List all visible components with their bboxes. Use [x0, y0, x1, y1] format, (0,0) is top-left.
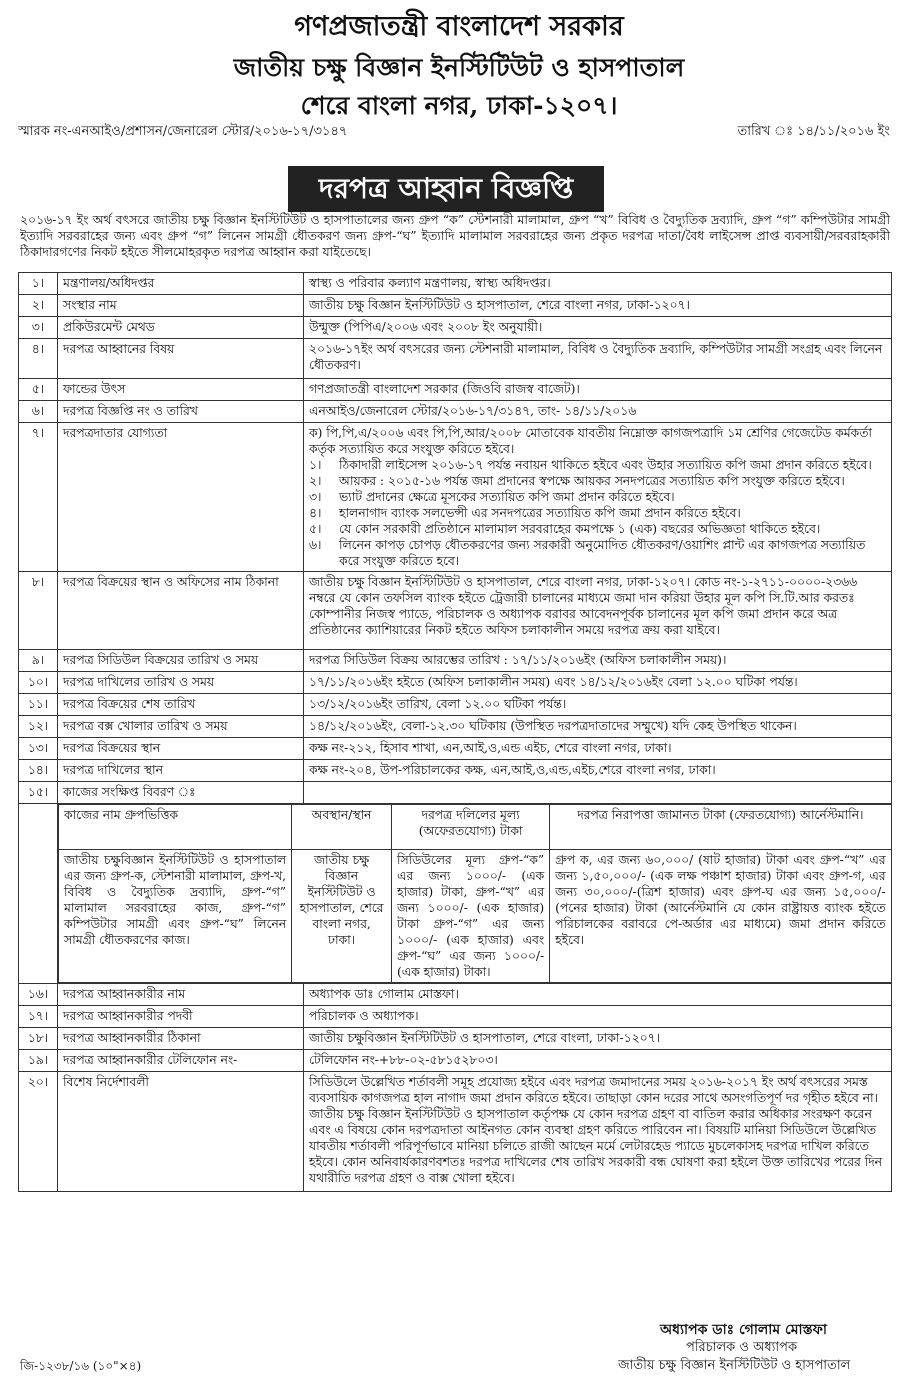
qualification-item — [309, 489, 886, 505]
row-number: ১৪। — [19, 760, 58, 782]
table-row — [19, 1072, 892, 1192]
subtable-header-row — [59, 805, 892, 850]
qualification-item — [309, 457, 886, 473]
row-label: ফান্ডের উৎস — [58, 379, 304, 401]
table-row — [19, 672, 892, 694]
row-value: সিডিউলে উল্লেখিত শর্তাবলী সমূহ প্রযোজ্য হইবে এবং দরপত্র জমাদানের সময় ২০১৬-২০১৭ ইং অর্থ বৎসরের সমস্ত ব্যবসায়িক কাগজপত্র হাল নাগাদ জমা প্রদান করিতে হইবে। তাছাড়া কোন দরের সাথে অসংগতিপূর্ণ দর গৃহীত হইবে না। জাতীয় চক্ষু বিজ্ঞান ইনস্টিটিউট ও হাসপাতাল কর্তৃপক্ষ যে কোন দরপত্র গ্রহণ বা বাতিল করার অধিকার সংরক্ষণ করেন এবং এ বিষয়ে কোন দরপত্রদাতা আইনগত কোন ব্যবস্থা গ্রহণ করিতে পারিবেন না। বিষয়টি মানিয়া সিডিউলে উল্লেখিত যাবতীয় শর্তাবলী পরিপূর্ণভাবে মানিয়া চলিতে রাজী আছেন মর্মে লেটারহেড প্যাডে মুচলেকাসহ দরপত্র দাখিল করিতে হইবে। কোন অনিবার্যকারণবশতঃ দরপত্র দাখিলের শেষ তারিখ সরকারী বন্ধ ঘোষণা করা হইলে উক্ত তারিখের পরের দিন যথারীতি দরপত্র গ্রহণ ও বাক্স খোলা হইবে। — [304, 1072, 892, 1192]
item-number: ৫। — [309, 522, 322, 536]
notice-date: তারিখ ঃ ১৪/১১/২০১৬ ইং — [737, 124, 890, 139]
qualification-lead: ক) পি,পি,এ/২০০৬ এবং পি,পি,আর/২০০৮ মোতাবেক যাবতীয় নিম্নোক্ত কাগজপত্রাদি ১ম শ্রেণির গেজেটেড কর্মকর্তা কর্তৃক সত্যায়িত করে সংযুক্ত করিতে হইবে। — [309, 426, 872, 456]
subtable-header: অবস্থান/স্থান — [292, 805, 392, 850]
signatory-organization: জাতীয় চক্ষু বিজ্ঞান ইনস্টিটিউট ও হাসপাতাল — [618, 1358, 851, 1373]
row-label: বিশেষ নির্দেশাবলী — [58, 1072, 304, 1192]
row-value: এনআইও/জেনারেল স্টোর/২০১৬-১৭/৩১৪৭, তাং- ১৪/১১/২০১৬ — [304, 401, 892, 423]
row-label: দরপত্র সিডিউল বিক্রয়ের তারিখ ও সময় — [58, 650, 304, 672]
row-value: জাতীয় চক্ষু বিজ্ঞান ইনস্টিটিউট ও হাসপাতাল, শেরে বাংলা নগর, ঢাকা-১২০৭। — [304, 295, 892, 317]
intro-paragraph: ২০১৬-১৭ ইং অর্থ বৎসরে জাতীয় চক্ষু বিজ্ঞান ইনস্টিটিউট ও হাসপাতালের জন্য গ্রুপ “ক” স্টেশনারী মালামাল, গ্রুপ “খ” বিবিধ ও বৈদ্যুতিক দ্রব্যাদি, গ্রুপ “গ” কম্পিউটার সামগ্রী ইত্যাদি সরবরাহের জন্য এবং গ্রুপ “গ” লিনেন সামগ্রী ধৌতকরণ জন্য গ্রুপ-“ঘ” ইত্যাদি মালামাল সরবরাহের জন্য প্রকৃত দরপত্র দাতা/বৈধ লাইসেন্স প্রাপ্ত ব্যবসায়ী/সরবরাহকারী ঠিকাদারগণের নিকট হইতে সীলমোহরকৃত দরপত্র আহ্বান করা যাইতেছে। — [20, 212, 890, 260]
item-number: ৩। — [309, 490, 322, 504]
table-row — [19, 423, 892, 572]
row-number: ১৯। — [19, 1050, 58, 1072]
row-label: দরপত্র আহ্বানের বিষয় — [58, 339, 304, 379]
row-value: স্বাস্থ্য ও পরিবার কল্যাণ মন্ত্রণালয়, স্বাস্থ্য অধিদপ্তর। — [304, 273, 892, 295]
table-row — [19, 694, 892, 716]
row-number: ৪। — [19, 339, 58, 379]
table-row — [19, 572, 892, 650]
govt-title: গণপ্রজাতন্ত্রী বাংলাদেশ সরকার — [294, 11, 624, 42]
memo-number: স্মারক নং-এনআইও/প্রশাসন/জেনারেল স্টোর/২০১৬-১৭/৩১৪৭ — [18, 124, 348, 139]
row-number: ৯। — [19, 650, 58, 672]
row-label: দরপত্র দাখিলের স্থান — [58, 760, 304, 782]
table-row — [19, 317, 892, 339]
row-number: ২। — [19, 295, 58, 317]
row-value — [304, 423, 892, 572]
work-description-subtable-row — [19, 804, 892, 984]
row-value: পরিচালক ও অধ্যাপক। — [304, 1006, 892, 1028]
item-number: ৪। — [309, 506, 322, 520]
notice-title: দরপত্র আহ্বান বিজ্ঞপ্তি — [288, 166, 604, 212]
row-label: দরপত্র বিক্রয়ের শেষ তারিখ — [58, 694, 304, 716]
row-number: ১৮। — [19, 1028, 58, 1050]
table-row — [19, 716, 892, 738]
subtable-header: দরপত্র নিরাপত্তা জামানত টাকা (ফেরতযোগ্য) আর্নেস্টমানি। — [550, 805, 891, 850]
row-label: দরপত্র দাখিলের তারিখ ও সময় — [58, 672, 304, 694]
subtable-cell: জাতীয় চক্ষু বিজ্ঞান ইনস্টিটিউট ও হাসপাতাল, শেরে বাংলা নগর, ঢাকা। — [292, 850, 392, 983]
row-number: ৫। — [19, 379, 58, 401]
table-row — [19, 760, 892, 782]
row-number: ১০। — [19, 672, 58, 694]
qualification-item — [309, 505, 886, 521]
row-value: টেলিফোন নং-+৮৮-০২-৫৮১৫২৮০৩। — [304, 1050, 892, 1072]
item-text: লিনেন কাপড় চোপড় ধৌতকরণের জন্য সরকারী অনুমোদিত ধৌতকরণ/ওয়াশিং প্লান্ট এর কাগজপত্র সত্যায়িত করে সংযুক্ত করিতে হবে। — [339, 538, 866, 568]
row-value: কক্ষ নং-২০৪, উপ-পরিচালকের কক্ষ, এন,আই,ও,এন্ড,এইচ,শেরে বাংলা নগর, ঢাকা। — [304, 760, 892, 782]
row-number: ৩। — [19, 317, 58, 339]
table-row — [19, 738, 892, 760]
item-number: ২। — [309, 474, 322, 488]
work-description-cell — [58, 804, 892, 984]
row-value: ১৭/১১/২০১৬ইং হইতে (অফিস চলাকালীন সময়) এবং ১৪/১২/২০১৬ইং বেলা ১২.০০ ঘটিকা পর্যন্ত। — [304, 672, 892, 694]
ad-code: জি-১২৩৮/১৬ (১০"×৪) — [20, 1359, 142, 1373]
qualification-item — [309, 521, 886, 537]
row-number — [19, 804, 58, 984]
table-row — [19, 295, 892, 317]
row-label: দরপত্র বিক্রয়ের স্থান ও অফিসের নাম ঠিকানা — [58, 572, 304, 650]
subtable-body-row — [59, 850, 892, 983]
row-value: জাতীয় চক্ষু বিজ্ঞান ইনস্টিটিউট ও হাসপাতাল, শেরে বাংলা নগর, ঢাকা-১২০৭। কোড নং-১-২৭১১-০০০০-২৩৬৬ নম্বরে যে কোন তফসিল ব্যাংক হইতে ট্রেজারী চালানের মাধ্যমে জমা দান করিয়া উহার মূল কপি সি.টি.আর করতঃ কোম্পানীর নিজস্ব প্যাডে, পরিচালক ও অধ্যাপক বরাবর আবেদনপূর্বক চালানের মূল কপি জমা প্রদান করে অত্র প্রতিষ্ঠানের ক্যাশিয়ারের নিকট হইতে অফিস চলাকালীন সময়ে দরপত্র ক্রয় করা যাইবে। — [304, 572, 892, 650]
qualification-item — [309, 473, 886, 489]
row-number: ৮। — [19, 572, 58, 650]
tender-details-table — [18, 272, 892, 1192]
row-value: উন্মুক্ত (পিপিএ/২০০৬ এবং ২০০৮ ইং অনুযায়ী। — [304, 317, 892, 339]
row-number: ১১। — [19, 694, 58, 716]
item-text: ঠিকাদারী লাইসেন্স ২০১৬-১৭ পর্যন্ত নবায়ন থাকিতে হইবে এবং উহার সত্যায়িত কপি জমা প্রদান করিতে হইবে। — [339, 458, 872, 472]
institute-address: শেরে বাংলা নগর, ঢাকা-১২০৭। — [300, 91, 618, 120]
table-row — [19, 339, 892, 379]
row-value: কক্ষ নং-২১২, হিসাব শাখা, এন,আই,ও,এন্ড এইচ, শেরে বাংলা নগর, ঢাকা। — [304, 738, 892, 760]
item-number: ১। — [309, 458, 322, 472]
institute-name: জাতীয় চক্ষু বিজ্ঞান ইনস্টিটিউট ও হাসপাতাল — [233, 53, 685, 82]
row-label: দরপত্র বিক্রয়ের স্থান — [58, 738, 304, 760]
row-number: ১২। — [19, 716, 58, 738]
row-label: সংস্থার নাম — [58, 295, 304, 317]
row-number: ১৫। — [19, 782, 58, 804]
row-number: ৬। — [19, 401, 58, 423]
row-label: দরপত্র আহ্বানকারীর টেলিফোন নং- — [58, 1050, 304, 1072]
row-value: জাতীয় চক্ষুবিজ্ঞান ইনস্টিটিউট ও হাসপাতাল, শেরে বাংলা, ঢাকা-১২০৭। — [304, 1028, 892, 1050]
row-label: কাজের সংক্ষিপ্ত বিবরণ ঃ — [58, 782, 304, 804]
qualification-item — [309, 537, 886, 569]
row-number: ২০। — [19, 1072, 58, 1192]
row-label: দরপত্রদাতার যোগ্যতা — [58, 423, 304, 572]
table-row — [19, 273, 892, 295]
row-value: অধ্যাপক ডাঃ গোলাম মোস্তফা। — [304, 984, 892, 1006]
row-label: দরপত্র বক্স খোলার তারিখ ও সময় — [58, 716, 304, 738]
signatory-designation: পরিচালক ও অধ্যাপক — [686, 1340, 798, 1355]
work-description-table — [58, 804, 892, 983]
row-label: দরপত্র বিজ্ঞপ্তি নং ও তারিখ — [58, 401, 304, 423]
item-text: হালনাগাদ ব্যাংক সলভেন্সী এর সনদপত্রের সত্যায়িত কপি জমা প্রদান করিতে হইবে। — [339, 506, 741, 520]
subtable-cell: গ্রুপ ক, এর জন্য ৬০,০০০/ (ষাট হাজার) টাকা এবং গ্রুপ-“খ” এর জন্য ১,৫০,০০০/- (এক লক্ষ পঞ্চাশ হাজার) টাকা এবং গ্রুপ-গ, এর জন্য ৩০,০০০/-(ত্রিশ হাজার) এবং গ্রুপ-ঘ এর জন্য ১৫,০০০/-(পনের হাজার) টাকা (আর্নেস্টমানি যে কোন রাষ্ট্রায়ত্ত ব্যাংক হইতে পরিচালকের বরাবরে পে-অর্ডার এর মাধ্যমে) জমা প্রদান করিতে হইবে। — [550, 850, 891, 983]
row-number: ৭। — [19, 423, 58, 572]
row-number: ১৩। — [19, 738, 58, 760]
table-row — [19, 1028, 892, 1050]
row-label: মন্ত্রণালয়/অধিদপ্তর — [58, 273, 304, 295]
row-value: গণপ্রজাতন্ত্রী বাংলাদেশ সরকার (জিওবি রাজস্ব বাজেট)। — [304, 379, 892, 401]
subtable-header: কাজের নাম গ্রুপভিত্তিক — [59, 805, 292, 850]
row-number: ১। — [19, 273, 58, 295]
subtable-cell: সিডিউলের মূল্য গ্রুপ-“ক” এর জন্য ১০০০/- (এক হাজার) টাকা, গ্রুপ-“খ” এর জন্য ১০০০/- (এক হাজার) টাকা গ্রুপ-“গ” এর জন্য ১০০০/- (এক হাজার) এবং গ্রুপ-“ঘ” এর জন্য ১০০০/- (এক হাজার) টাকা। — [391, 850, 549, 983]
table-row — [19, 782, 892, 804]
row-label: দরপত্র আহ্বানকারীর ঠিকানা — [58, 1028, 304, 1050]
row-number: ১৬। — [19, 984, 58, 1006]
signatory-name: অধ্যাপক ডাঃ গোলাম মোস্তফা — [660, 1322, 827, 1338]
row-value: ১৩/১২/২০১৬ইং তারিখ, বেলা ১২.০০ ঘটিকা পর্যন্ত। — [304, 694, 892, 716]
subtable-cell: জাতীয় চক্ষুবিজ্ঞান ইনস্টিটিউট ও হাসপাতাল এর জন্য গ্রুপ-ক, স্টেশনারী মালামাল, গ্রুপ-খ, বিবিধ ও বৈদ্যুতিক দ্রব্যাদি, গ্রুপ-“গ” মালামাল সরবরাহের কাজ, গ্রুপ-“গ” কম্পিউটার সামগ্রী এবং গ্রুপ-“ঘ” লিনেন সামগ্রী ধৌতকরণের কাজ। — [59, 850, 292, 983]
item-text: আয়কর : ২০১৫-১৬ পর্যন্ত জমা প্রদানের স্বপক্ষে আয়কর সনদপত্রের সত্যায়িত কপি সংযুক্ত করিতে হইবে। — [339, 474, 845, 488]
row-value: ২০১৬-১৭ইং অর্থ বৎসরের জন্য স্টেশনারী মালামাল, বিবিধ ও বৈদ্যুতিক দ্রব্যাদি, কম্পিউটার সামগ্রী সংগ্রহ এবং লিনেন ধৌতকরণ। — [304, 339, 892, 379]
table-row — [19, 650, 892, 672]
item-text: ভ্যাট প্রদানের ক্ষেত্রে মূসকের সত্যায়িত কপি জমা প্রদান করিতে হইবে। — [339, 490, 675, 504]
row-value — [304, 782, 892, 804]
row-label: প্রকিউরমেন্ট মেথড — [58, 317, 304, 339]
row-label: দরপত্র আহ্বানকারীর নাম — [58, 984, 304, 1006]
item-number: ৬। — [309, 538, 322, 552]
table-row — [19, 984, 892, 1006]
row-value: দরপত্র সিডিউল বিক্রয় আরম্ভের তারিখ : ১৭/১১/২০১৬ইং (অফিস চলাকালীন সময়)। — [304, 650, 892, 672]
row-number: ১৭। — [19, 1006, 58, 1028]
table-row — [19, 1006, 892, 1028]
table-row — [19, 1050, 892, 1072]
row-label: দরপত্র আহ্বানকারীর পদবী — [58, 1006, 304, 1028]
subtable-header: দরপত্র দলিলের মূল্য (অফেরতযোগ্য) টাকা — [391, 805, 549, 850]
table-row — [19, 379, 892, 401]
row-value: ১৪/১২/২০১৬ইং, বেলা-১২.৩০ ঘটিকায় (উপস্থিত দরপত্রদাতাদের সম্মুখে) যদি কেহ উপস্থিত থাকেন। — [304, 716, 892, 738]
table-row — [19, 401, 892, 423]
item-text: যে কোন সরকারী প্রতিষ্ঠানে মালামাল সরবরাহের কমপক্ষে ১ (এক) বছরের অভিজ্ঞতা থাকিতে হইবে। — [339, 522, 821, 536]
